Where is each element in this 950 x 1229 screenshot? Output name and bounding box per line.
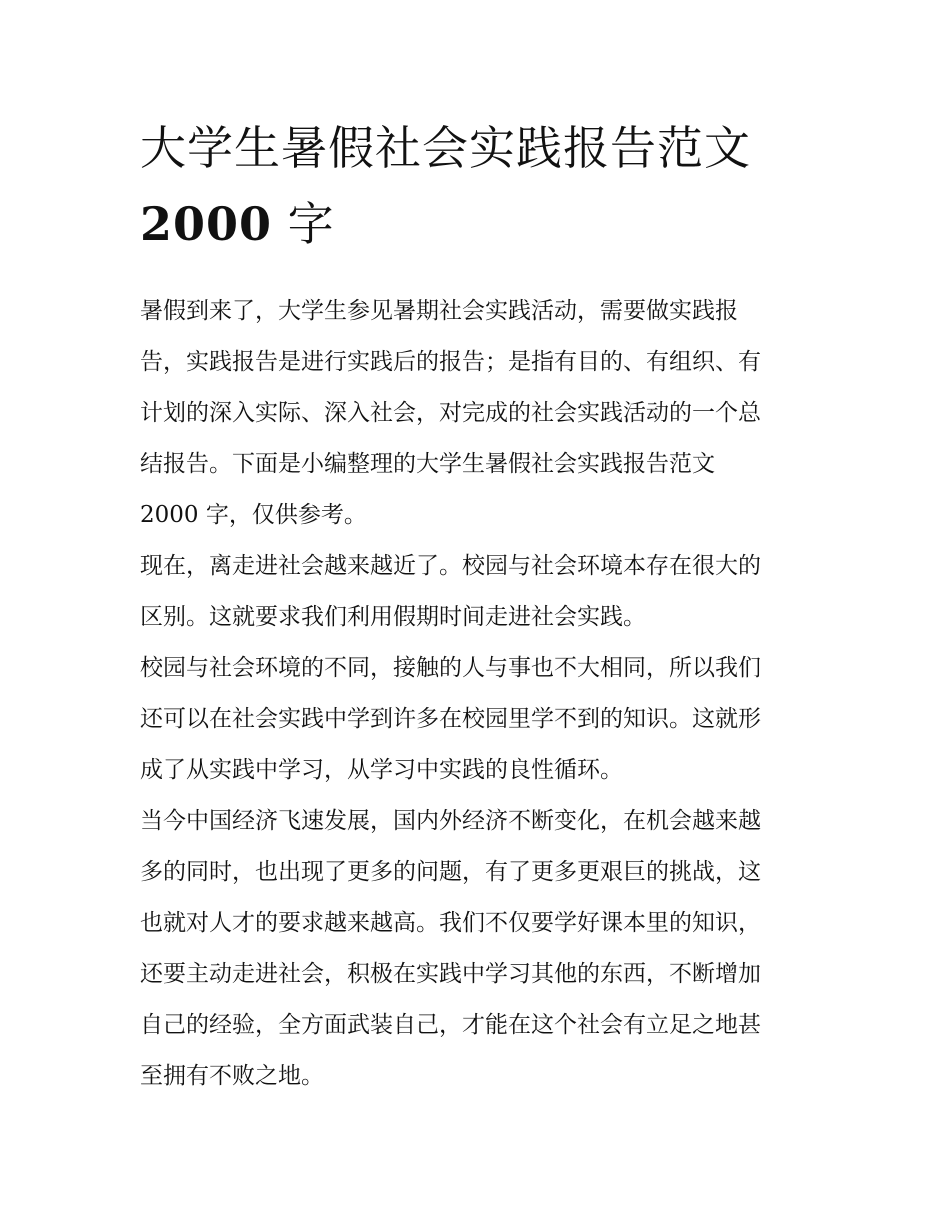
paragraph-2 — [140, 541, 815, 643]
text-line: 计划的深入实际、深入社会，对完成的社会实践活动的一个总 — [140, 400, 761, 426]
text-line: 区别。这就要求我们利用假期时间走进社会实践。 — [140, 604, 646, 630]
paragraph-3 — [140, 643, 815, 796]
document-page — [140, 110, 815, 1102]
text-line: 也就对人才的要求越来越高。我们不仅要学好课本里的知识， — [140, 910, 761, 936]
title-line-1: 大学生暑假社会实践报告范文 — [140, 121, 751, 175]
text-line: 至拥有不败之地。 — [140, 1063, 324, 1089]
text-line: 还要主动走进社会，积极在实践中学习其他的东西，不断增加 — [140, 961, 761, 987]
text-line: 结报告。下面是小编整理的大学生暑假社会实践报告范文 — [140, 451, 715, 477]
text-line: 告，实践报告是进行实践后的报告；是指有目的、有组织、有 — [140, 349, 761, 375]
document-title — [140, 110, 815, 262]
text-line: 成了从实践中学习，从学习中实践的良性循环。 — [140, 757, 623, 783]
text-line: 当今中国经济飞速发展，国内外经济不断变化，在机会越来越 — [140, 808, 761, 834]
text-line: 多的同时，也出现了更多的问题，有了更多更艰巨的挑战，这 — [140, 859, 761, 885]
paragraph-4 — [140, 796, 815, 1102]
text-line: 自己的经验，全方面武装自己，才能在这个社会有立足之地甚 — [140, 1012, 761, 1038]
title-suffix: 字 — [272, 197, 335, 251]
text-line: 校园与社会环境的不同，接触的人与事也不大相同，所以我们 — [140, 655, 761, 681]
text-line: 暑假到来了，大学生参见暑期社会实践活动，需要做实践报 — [140, 298, 738, 324]
text-line: 现在，离走进社会越来越近了。校园与社会环境本存在很大的 — [140, 553, 761, 579]
text-line: 还可以在社会实践中学到许多在校园里学不到的知识。这就形 — [140, 706, 761, 732]
title-number: 2000 — [140, 197, 273, 251]
text-line: 2000 字，仅供参考。 — [140, 502, 367, 528]
title-line-2 — [140, 186, 815, 262]
paragraph-1 — [140, 286, 815, 541]
